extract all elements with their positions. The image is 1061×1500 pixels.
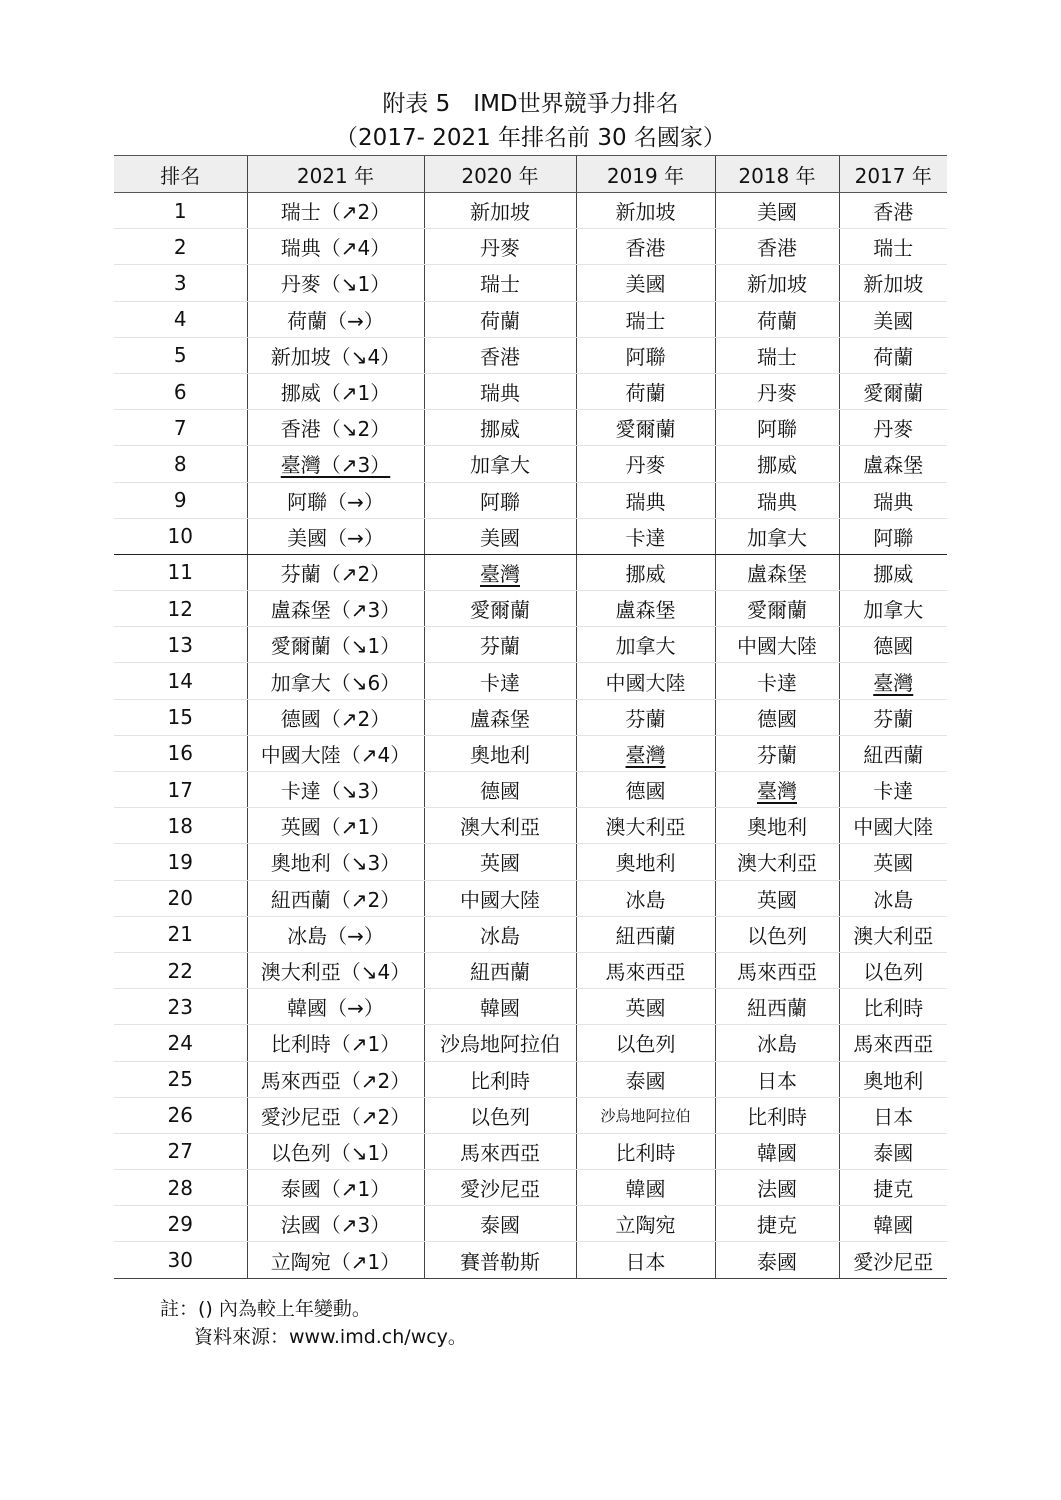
cell-2020: 荷蘭: [424, 301, 576, 337]
cell-2021: 英國（↗1）: [247, 808, 424, 844]
cell-rank: 25: [114, 1061, 247, 1097]
cell-2020: 臺灣: [424, 554, 576, 590]
table-row: [114, 844, 947, 880]
cell-2021: 澳大利亞（↘4）: [247, 952, 424, 988]
cell-2018: 芬蘭: [715, 735, 839, 771]
column-header-2017: 2017 年: [839, 156, 947, 193]
footnote: 註：() 內為較上年變動。: [160, 1298, 371, 1320]
cell-2021: 紐西蘭（↗2）: [247, 880, 424, 916]
cell-2020: 愛爾蘭: [424, 591, 576, 627]
cell-2021: 冰島（→）: [247, 916, 424, 952]
cell-2019: 比利時: [576, 1133, 715, 1169]
cell-2017: 日本: [839, 1097, 947, 1133]
cell-2018: 日本: [715, 1061, 839, 1097]
cell-2019: 卡達: [576, 518, 715, 554]
table-row: [114, 337, 947, 373]
cell-2018: 丹麥: [715, 373, 839, 409]
cell-2020: 卡達: [424, 663, 576, 699]
cell-2020: 奧地利: [424, 735, 576, 771]
cell-rank: 10: [114, 518, 247, 554]
cell-2020: 澳大利亞: [424, 808, 576, 844]
cell-2021: 法國（↗3）: [247, 1206, 424, 1242]
cell-2018: 英國: [715, 880, 839, 916]
cell-2019: 冰島: [576, 880, 715, 916]
table-row: [114, 916, 947, 952]
cell-2021: 瑞士（↗2）: [247, 193, 424, 229]
cell-2019: 香港: [576, 229, 715, 265]
cell-2018: 美國: [715, 193, 839, 229]
cell-2018: 捷克: [715, 1206, 839, 1242]
cell-2018: 瑞典: [715, 482, 839, 518]
cell-2019: 中國大陸: [576, 663, 715, 699]
cell-2020: 比利時: [424, 1061, 576, 1097]
cell-2019: 沙烏地阿拉伯: [576, 1097, 715, 1133]
cell-2019: 韓國: [576, 1170, 715, 1206]
cell-2020: 盧森堡: [424, 699, 576, 735]
cell-2020: 馬來西亞: [424, 1133, 576, 1169]
ranking-table: [114, 155, 947, 1279]
cell-2020: 香港: [424, 337, 576, 373]
cell-2018: 以色列: [715, 916, 839, 952]
cell-2021: 荷蘭（→）: [247, 301, 424, 337]
table-row: [114, 699, 947, 735]
table-row: [114, 518, 947, 554]
cell-rank: 22: [114, 952, 247, 988]
cell-2021: 加拿大（↘6）: [247, 663, 424, 699]
cell-2021: 泰國（↗1）: [247, 1170, 424, 1206]
cell-2018: 馬來西亞: [715, 952, 839, 988]
cell-rank: 24: [114, 1025, 247, 1061]
cell-2017: 馬來西亞: [839, 1025, 947, 1061]
cell-rank: 2: [114, 229, 247, 265]
cell-2017: 捷克: [839, 1170, 947, 1206]
cell-2021: 盧森堡（↗3）: [247, 591, 424, 627]
cell-2020: 加拿大: [424, 446, 576, 482]
table-row: [114, 265, 947, 301]
cell-rank: 20: [114, 880, 247, 916]
cell-2017: 加拿大: [839, 591, 947, 627]
cell-rank: 1: [114, 193, 247, 229]
cell-2020: 泰國: [424, 1206, 576, 1242]
cell-2019: 丹麥: [576, 446, 715, 482]
cell-2018: 冰島: [715, 1025, 839, 1061]
cell-rank: 6: [114, 373, 247, 409]
cell-2019: 美國: [576, 265, 715, 301]
table-subtitle: （2017- 2021 年排名前 30 名國家）: [335, 125, 726, 151]
table-row: [114, 1206, 947, 1242]
cell-2018: 中國大陸: [715, 627, 839, 663]
cell-2017: 瑞士: [839, 229, 947, 265]
cell-rank: 15: [114, 699, 247, 735]
cell-rank: 30: [114, 1242, 247, 1278]
column-header-2019: 2019 年: [576, 156, 715, 193]
cell-2018: 阿聯: [715, 410, 839, 446]
cell-2021: 以色列（↘1）: [247, 1133, 424, 1169]
table-row: [114, 880, 947, 916]
cell-2019: 盧森堡: [576, 591, 715, 627]
cell-rank: 29: [114, 1206, 247, 1242]
cell-2019: 英國: [576, 989, 715, 1025]
cell-2021: 立陶宛（↗1）: [247, 1242, 424, 1278]
cell-2019: 瑞士: [576, 301, 715, 337]
cell-2017: 泰國: [839, 1133, 947, 1169]
table-row: [114, 772, 947, 808]
cell-2021: 瑞典（↗4）: [247, 229, 424, 265]
cell-2019: 臺灣: [576, 735, 715, 771]
cell-2020: 德國: [424, 772, 576, 808]
cell-rank: 21: [114, 916, 247, 952]
cell-2020: 丹麥: [424, 229, 576, 265]
cell-rank: 14: [114, 663, 247, 699]
cell-rank: 27: [114, 1133, 247, 1169]
cell-rank: 12: [114, 591, 247, 627]
cell-2021: 卡達（↘3）: [247, 772, 424, 808]
cell-2018: 韓國: [715, 1133, 839, 1169]
cell-2018: 德國: [715, 699, 839, 735]
cell-2017: 阿聯: [839, 518, 947, 554]
cell-2021: 臺灣（↗3）: [247, 446, 424, 482]
cell-2018: 香港: [715, 229, 839, 265]
cell-2017: 丹麥: [839, 410, 947, 446]
cell-2017: 英國: [839, 844, 947, 880]
cell-2018: 澳大利亞: [715, 844, 839, 880]
cell-2017: 韓國: [839, 1206, 947, 1242]
cell-2019: 加拿大: [576, 627, 715, 663]
cell-2019: 新加坡: [576, 193, 715, 229]
cell-2021: 阿聯（→）: [247, 482, 424, 518]
table-row: [114, 591, 947, 627]
table-row: [114, 482, 947, 518]
cell-2019: 芬蘭: [576, 699, 715, 735]
table-row: [114, 989, 947, 1025]
cell-2019: 瑞典: [576, 482, 715, 518]
cell-rank: 17: [114, 772, 247, 808]
cell-2018: 卡達: [715, 663, 839, 699]
cell-2020: 韓國: [424, 989, 576, 1025]
cell-2021: 德國（↗2）: [247, 699, 424, 735]
table-title: 附表 5 IMD世界競爭力排名: [382, 91, 679, 117]
cell-2017: 澳大利亞: [839, 916, 947, 952]
cell-2020: 以色列: [424, 1097, 576, 1133]
table-row: [114, 554, 947, 590]
cell-2017: 美國: [839, 301, 947, 337]
cell-2021: 香港（↘2）: [247, 410, 424, 446]
table-row: [114, 627, 947, 663]
cell-2017: 冰島: [839, 880, 947, 916]
cell-rank: 19: [114, 844, 247, 880]
table-row: [114, 301, 947, 337]
cell-rank: 5: [114, 337, 247, 373]
cell-2020: 美國: [424, 518, 576, 554]
cell-2020: 紐西蘭: [424, 952, 576, 988]
cell-2019: 荷蘭: [576, 373, 715, 409]
cell-2019: 德國: [576, 772, 715, 808]
cell-2020: 中國大陸: [424, 880, 576, 916]
column-header-2020: 2020 年: [424, 156, 576, 193]
table-row: [114, 808, 947, 844]
cell-2019: 泰國: [576, 1061, 715, 1097]
cell-2021: 奧地利（↘3）: [247, 844, 424, 880]
cell-2020: 新加坡: [424, 193, 576, 229]
cell-rank: 16: [114, 735, 247, 771]
cell-rank: 18: [114, 808, 247, 844]
cell-2018: 愛爾蘭: [715, 591, 839, 627]
cell-rank: 11: [114, 554, 247, 590]
cell-2017: 芬蘭: [839, 699, 947, 735]
cell-2018: 盧森堡: [715, 554, 839, 590]
cell-2018: 法國: [715, 1170, 839, 1206]
table-row: [114, 1242, 947, 1278]
cell-2021: 中國大陸（↗4）: [247, 735, 424, 771]
cell-2017: 愛沙尼亞: [839, 1242, 947, 1278]
cell-2021: 愛沙尼亞（↗2）: [247, 1097, 424, 1133]
cell-rank: 13: [114, 627, 247, 663]
cell-2021: 丹麥（↘1）: [247, 265, 424, 301]
cell-2017: 紐西蘭: [839, 735, 947, 771]
cell-2021: 馬來西亞（↗2）: [247, 1061, 424, 1097]
table-row: [114, 663, 947, 699]
cell-rank: 7: [114, 410, 247, 446]
cell-2021: 新加坡（↘4）: [247, 337, 424, 373]
cell-2021: 芬蘭（↗2）: [247, 554, 424, 590]
cell-2017: 愛爾蘭: [839, 373, 947, 409]
cell-2019: 愛爾蘭: [576, 410, 715, 446]
cell-2019: 奧地利: [576, 844, 715, 880]
table-row: [114, 373, 947, 409]
table-row: [114, 1170, 947, 1206]
cell-2017: 卡達: [839, 772, 947, 808]
cell-2017: 德國: [839, 627, 947, 663]
cell-rank: 23: [114, 989, 247, 1025]
cell-2020: 芬蘭: [424, 627, 576, 663]
cell-2020: 英國: [424, 844, 576, 880]
cell-2021: 韓國（→）: [247, 989, 424, 1025]
column-header-2021: 2021 年: [247, 156, 424, 193]
cell-2018: 臺灣: [715, 772, 839, 808]
cell-2017: 新加坡: [839, 265, 947, 301]
source-note: 資料來源：www.imd.ch/wcy。: [194, 1326, 467, 1348]
table-row: [114, 1061, 947, 1097]
cell-2018: 荷蘭: [715, 301, 839, 337]
column-header-2018: 2018 年: [715, 156, 839, 193]
cell-2019: 日本: [576, 1242, 715, 1278]
table-row: [114, 193, 947, 229]
cell-2020: 瑞士: [424, 265, 576, 301]
cell-2018: 泰國: [715, 1242, 839, 1278]
cell-2017: 挪威: [839, 554, 947, 590]
cell-rank: 3: [114, 265, 247, 301]
cell-rank: 26: [114, 1097, 247, 1133]
cell-2020: 賽普勒斯: [424, 1242, 576, 1278]
cell-2017: 奧地利: [839, 1061, 947, 1097]
cell-2017: 瑞典: [839, 482, 947, 518]
cell-2020: 阿聯: [424, 482, 576, 518]
table-row: [114, 410, 947, 446]
table-row: [114, 735, 947, 771]
cell-2020: 冰島: [424, 916, 576, 952]
cell-2017: 盧森堡: [839, 446, 947, 482]
cell-2021: 挪威（↗1）: [247, 373, 424, 409]
cell-2018: 奧地利: [715, 808, 839, 844]
cell-rank: 28: [114, 1170, 247, 1206]
cell-2019: 阿聯: [576, 337, 715, 373]
cell-2018: 瑞士: [715, 337, 839, 373]
cell-2020: 挪威: [424, 410, 576, 446]
table-row: [114, 229, 947, 265]
table-row: [114, 952, 947, 988]
cell-2017: 香港: [839, 193, 947, 229]
cell-2017: 中國大陸: [839, 808, 947, 844]
cell-2021: 愛爾蘭（↘1）: [247, 627, 424, 663]
cell-2018: 紐西蘭: [715, 989, 839, 1025]
cell-2017: 以色列: [839, 952, 947, 988]
cell-2021: 比利時（↗1）: [247, 1025, 424, 1061]
cell-2021: 美國（→）: [247, 518, 424, 554]
cell-2018: 挪威: [715, 446, 839, 482]
cell-rank: 9: [114, 482, 247, 518]
cell-2019: 立陶宛: [576, 1206, 715, 1242]
cell-2017: 比利時: [839, 989, 947, 1025]
table-row: [114, 446, 947, 482]
cell-2020: 瑞典: [424, 373, 576, 409]
cell-2017: 臺灣: [839, 663, 947, 699]
cell-2019: 澳大利亞: [576, 808, 715, 844]
cell-2019: 紐西蘭: [576, 916, 715, 952]
cell-2019: 以色列: [576, 1025, 715, 1061]
table-row: [114, 1097, 947, 1133]
table-row: [114, 1133, 947, 1169]
cell-2018: 加拿大: [715, 518, 839, 554]
cell-2020: 愛沙尼亞: [424, 1170, 576, 1206]
cell-2020: 沙烏地阿拉伯: [424, 1025, 576, 1061]
cell-2019: 馬來西亞: [576, 952, 715, 988]
column-header-rank: 排名: [114, 156, 247, 193]
cell-2018: 新加坡: [715, 265, 839, 301]
cell-rank: 8: [114, 446, 247, 482]
table-row: [114, 1025, 947, 1061]
cell-2018: 比利時: [715, 1097, 839, 1133]
cell-2019: 挪威: [576, 554, 715, 590]
header-row: [114, 156, 947, 193]
cell-2017: 荷蘭: [839, 337, 947, 373]
cell-rank: 4: [114, 301, 247, 337]
